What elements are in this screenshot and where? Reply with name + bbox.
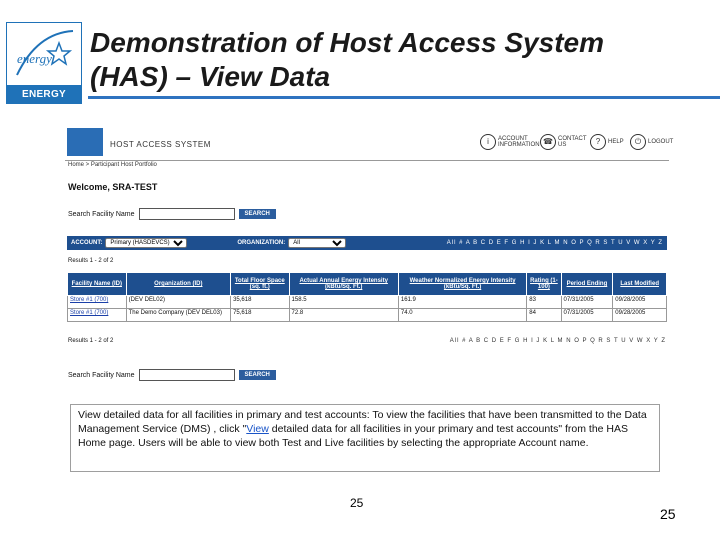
search-input-bottom[interactable] [139,369,235,381]
col-facility-name[interactable]: Facility Name (ID) [68,273,127,296]
col-floor-space[interactable]: Total Floor Space (sq. ft.) [231,273,289,296]
alphabet-filter-bottom[interactable]: All # A B C D E F G H I J K L M N O P Q R S T U V W X Y Z [449,338,666,344]
cell-organization: (DEV DEL02) [126,296,230,309]
welcome-text: Welcome, SRA-TEST [68,182,158,192]
organization-label: ORGANIZATION: [237,240,286,246]
title-divider [88,96,720,99]
results-count-bottom: Results 1 - 2 of 2 [68,338,114,344]
nav-contact-us[interactable]: ☎ CONTACT US [540,134,588,150]
cell-weather-intensity: 161.9 [398,296,526,309]
search-button-bottom[interactable]: SEARCH [239,370,276,380]
svg-text:energy: energy [17,51,52,66]
table-row [68,309,667,322]
person-icon: i [480,134,496,150]
breadcrumb: Home > Participant Host Portfolio [68,162,157,168]
cell-rating: 84 [527,309,561,322]
organization-select[interactable] [288,238,346,248]
energy-star-icon [7,23,81,85]
account-bar [67,236,667,250]
results-count-top: Results 1 - 2 of 2 [68,258,114,264]
description-text-before: View detailed data for all facilities in primary and test accounts: To view the facilities that have been transmitted to the Data Management Service (DMS) , click " [78,409,647,435]
account-select[interactable] [105,238,187,248]
energy-star-logo [6,22,82,116]
slide-title-line1: Demonstration of Host Access System [90,27,604,58]
search-label-bottom: Search Facility Name [68,371,135,379]
cell-floor-space: 35,618 [231,296,289,309]
search-bar-top [68,208,276,220]
system-name: HOST ACCESS SYSTEM [110,140,211,149]
description-text-after: detailed data for all facilities in your primary and test accounts" from the HAS Home page. Users will be able to view both Test and Live facilities by selecting the appropriate Account name. [78,423,629,449]
alphabet-filter-top[interactable]: All # A B C D E F G H I J K L M N O P Q R S T U V W X Y Z [446,240,663,246]
nav-logout[interactable]: ⏻ LOGOUT [630,134,673,150]
energy-star-logo-mark [7,23,81,85]
cell-actual-intensity: 158.5 [289,296,398,309]
account-label: ACCOUNT: [71,240,103,246]
nav-account-information[interactable]: i ACCOUNT INFORMATION [480,134,538,150]
col-last-modified[interactable]: Last Modified [613,273,667,296]
cell-weather-intensity: 74.0 [398,309,526,322]
logout-icon: ⏻ [630,134,646,150]
table-header-row [68,273,667,296]
cell-organization: The Demo Company (DEV DEL03) [126,309,230,322]
col-period-ending[interactable]: Period Ending [561,273,613,296]
cell-last-modified: 09/28/2005 [613,309,667,322]
search-button[interactable]: SEARCH [239,209,276,219]
facility-link[interactable]: Store #1 (700) [68,296,127,309]
cell-last-modified: 09/28/2005 [613,296,667,309]
has-screenshot [65,124,674,534]
table-row [68,296,667,309]
search-label: Search Facility Name [68,210,135,218]
page-number-corner: 25 [660,506,676,522]
col-rating[interactable]: Rating (1-100) [527,273,561,296]
energy-star-small-icon [67,128,103,156]
page-number-center: 25 [350,496,364,510]
cell-floor-space: 75,618 [231,309,289,322]
slide-title-line2: (HAS) – View Data [90,61,331,92]
search-bar-bottom [68,369,276,381]
help-icon: ? [590,134,606,150]
phone-icon: ☎ [540,134,556,150]
col-organization[interactable]: Organization (ID) [126,273,230,296]
results-bar-top [68,258,666,264]
cell-actual-intensity: 72.8 [289,309,398,322]
slide-title [90,26,710,94]
col-weather-intensity[interactable]: Weather Normalized Energy Intensity (kBtu/Sq. Ft.) [398,273,526,296]
app-header [65,124,674,161]
nav-help[interactable]: ? HELP [590,134,624,150]
facility-table [67,272,667,322]
view-link[interactable]: View [246,423,269,435]
cell-period-ending: 07/31/2005 [561,309,613,322]
search-input[interactable] [139,208,235,220]
col-actual-intensity[interactable]: Actual Annual Energy Intensity (kBtu/Sq. Ft.) [289,273,398,296]
facility-link[interactable]: Store #1 (700) [68,309,127,322]
energy-star-logo-text: ENERGY STAR [21,89,67,116]
cell-rating: 83 [527,296,561,309]
results-bar-bottom [68,338,666,344]
cell-period-ending: 07/31/2005 [561,296,613,309]
description-box [70,404,660,472]
